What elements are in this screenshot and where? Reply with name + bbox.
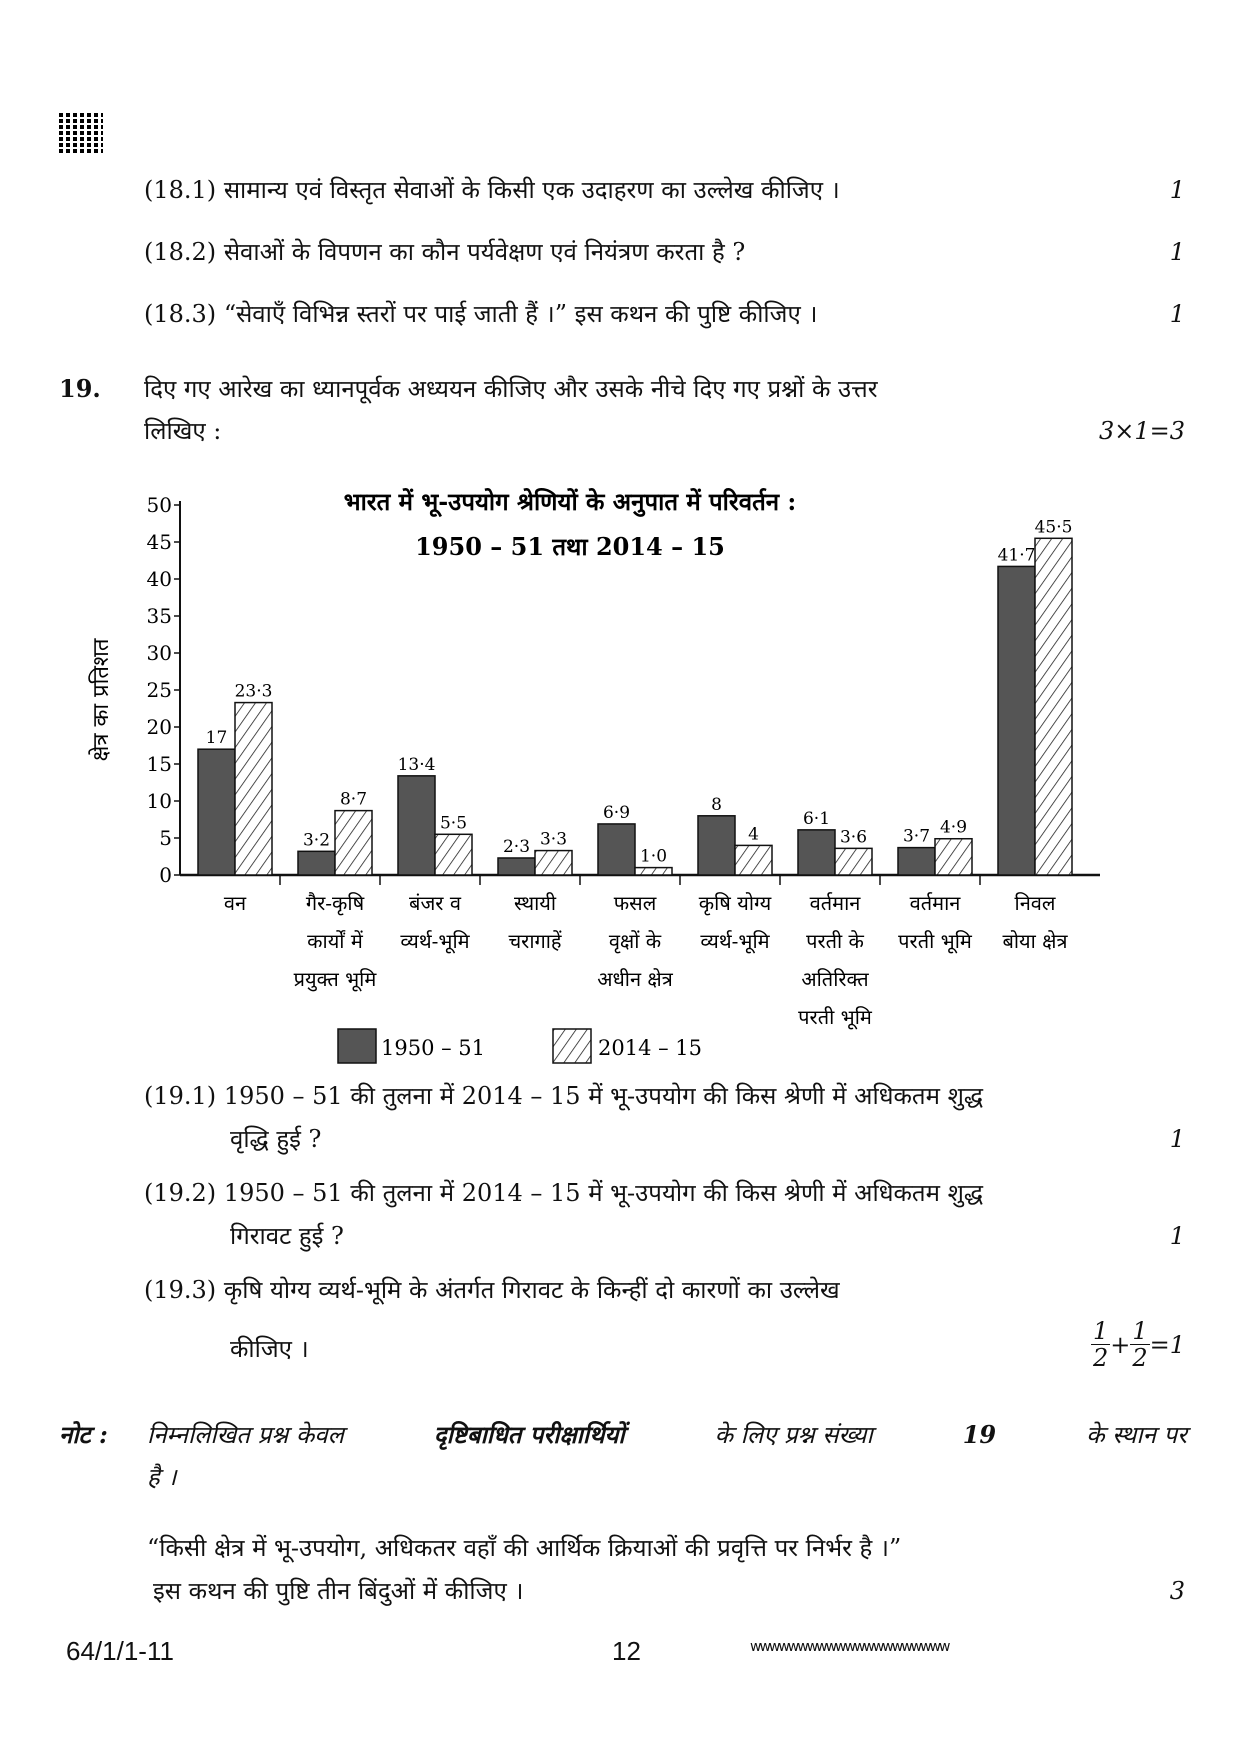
note-text-e: के स्थान पर	[1086, 1421, 1187, 1449]
q19-marks: 3×1=3	[1098, 417, 1185, 445]
frac-den: 2	[1092, 1344, 1109, 1373]
y-tick-label: 20	[146, 715, 172, 739]
category-label: स्थायी	[513, 891, 557, 915]
footer-code: 64/1/1-11	[66, 1636, 174, 1666]
q19-3-marks	[1091, 1318, 1185, 1372]
bar-1950-51	[698, 816, 735, 875]
bar-1950-51	[798, 830, 835, 875]
y-tick-label: 25	[146, 678, 172, 702]
bar-1950-51	[498, 858, 535, 875]
frac-den: 2	[1132, 1344, 1148, 1373]
category-label: व्यर्थ-भूमि	[700, 929, 770, 953]
data-label: 4·9	[939, 817, 968, 838]
category-label: बंजर व	[409, 891, 461, 915]
bar-1950-51	[898, 848, 935, 875]
y-tick-label: 10	[146, 789, 172, 813]
category-label: फसल	[613, 891, 657, 915]
q19-3	[144, 1278, 840, 1302]
category-label: वन	[223, 891, 247, 915]
frac-num: 1	[1132, 1317, 1148, 1345]
data-label: 3·3	[539, 829, 568, 850]
q18-3-num: (18.3)	[144, 300, 217, 328]
data-label: 2·3	[502, 836, 531, 857]
q19-2-marks: 1	[1169, 1222, 1185, 1250]
chart-subtitle: 1950 – 51 तथा 2014 – 15	[415, 532, 725, 561]
category-label: वृक्षों के	[608, 929, 662, 953]
category-label: वर्तमान	[909, 891, 961, 915]
note-quote-line2: इस कथन की पुष्टि तीन बिंदुओं में कीजिए ।	[153, 1577, 524, 1605]
q18-1-marks: 1	[1169, 176, 1185, 204]
category-label: निवल	[1014, 891, 1056, 915]
bar-1950-51	[998, 566, 1035, 875]
data-label: 17	[205, 728, 228, 749]
frac-eq: =1	[1149, 1330, 1185, 1359]
category-label: परती के	[806, 929, 864, 953]
category-label: परती भूमि	[898, 929, 972, 953]
category-label: गैर-कृषि	[305, 891, 365, 915]
q18-3-text: “सेवाएँ विभिन्न स्तरों पर पाई जाती हैं ।” इस कथन की पुष्टि कीजिए ।	[223, 300, 818, 328]
note-label: नोट :	[59, 1420, 108, 1449]
frac-num: 1	[1092, 1317, 1109, 1345]
bar-1950-51	[298, 851, 335, 875]
q18-1-num: (18.1)	[144, 176, 217, 204]
data-label: 3·2	[302, 830, 331, 851]
q18-2-text: सेवाओं के विपणन का कौन पर्यवेक्षण एवं नियंत्रण करता है ?	[223, 238, 746, 266]
y-tick-label: 15	[146, 752, 172, 776]
q19-1-line1: 1950 – 51 की तुलना में 2014 – 15 में भू-उपयोग की किस श्रेणी में अधिकतम शुद्ध	[223, 1082, 984, 1110]
category-label: व्यर्थ-भूमि	[400, 929, 470, 953]
q19-text-line1: दिए गए आरेख का ध्यानपूर्वक अध्ययन कीजिए और उसके नीचे दिए गए प्रश्नों के उत्तर	[144, 375, 878, 403]
y-tick-label: 5	[159, 826, 172, 850]
q19-2-num: (19.2)	[144, 1179, 217, 1207]
bar-2014-15	[835, 848, 872, 875]
legend-label-1950: 1950 – 51	[381, 1036, 486, 1060]
data-label: 1·0	[639, 846, 668, 867]
data-label: 8	[711, 794, 722, 815]
category-label: अधीन क्षेत्र	[597, 967, 673, 991]
bar-2014-15	[735, 845, 772, 875]
category-label: बोया क्षेत्र	[1002, 929, 1068, 953]
data-label: 6·1	[802, 808, 831, 829]
bar-2014-15	[535, 851, 572, 875]
data-label: 13·4	[397, 754, 436, 775]
q19-3-line1: कृषि योग्य व्यर्थ-भूमि के अंतर्गत गिरावट के किन्हीं दो कारणों का उल्लेख	[223, 1276, 840, 1304]
bar-2014-15	[335, 811, 372, 875]
q19-2-line1: 1950 – 51 की तुलना में 2014 – 15 में भू-उपयोग की किस श्रेणी में अधिकतम शुद्ध	[223, 1179, 984, 1207]
note-text-line2: है ।	[147, 1463, 177, 1491]
data-label: 3·6	[839, 827, 868, 848]
data-label: 45·5	[1034, 517, 1073, 538]
q18-1-text: सामान्य एवं विस्तृत सेवाओं के किसी एक उदाहरण का उल्लेख कीजिए ।	[223, 176, 840, 204]
y-tick-label: 45	[146, 530, 172, 554]
q18-2-marks: 1	[1169, 238, 1185, 266]
category-label: कार्यों में	[307, 929, 363, 953]
data-label: 6·9	[602, 802, 631, 823]
data-label: 41·7	[997, 545, 1036, 566]
chart-title: भारत में भू-उपयोग श्रेणियों के अनुपात में परिवर्तन :	[343, 487, 797, 516]
note-text-line1	[147, 1420, 1187, 1449]
category-label: चरागाहें	[508, 929, 562, 953]
bar-2014-15	[235, 703, 272, 875]
bar-1950-51	[598, 824, 635, 875]
footer-wavy-line: wwwwwwwwwwwwwwwwwwwww	[750, 1639, 949, 1655]
y-tick-label: 50	[146, 493, 172, 517]
q19-2	[144, 1181, 983, 1205]
bar-2014-15	[935, 839, 972, 875]
q18-3-marks: 1	[1169, 300, 1185, 328]
q19-number: 19.	[59, 374, 101, 403]
q19-3-num: (19.3)	[144, 1276, 217, 1304]
category-label: प्रयुक्त भूमि	[293, 967, 377, 991]
note-marks: 3	[1169, 1577, 1185, 1605]
legend-label-2014: 2014 – 15	[598, 1036, 703, 1060]
q19-1-marks: 1	[1169, 1125, 1185, 1153]
note-text-bold: दृष्टिबाधित परीक्षार्थियों	[433, 1420, 625, 1449]
q18-2-num: (18.2)	[144, 238, 217, 266]
legend-swatch-1950	[338, 1029, 376, 1063]
y-tick-label: 35	[146, 604, 172, 628]
q19-1-line2: वृद्धि हुई ?	[230, 1125, 322, 1153]
page-number: 12	[612, 1636, 641, 1666]
bar-2014-15	[635, 868, 672, 875]
legend	[338, 1029, 702, 1063]
data-label: 5·5	[439, 813, 468, 834]
q19-1-num: (19.1)	[144, 1082, 217, 1110]
frac-plus: +	[1110, 1330, 1131, 1359]
y-tick-label: 0	[159, 863, 172, 887]
note-text-a: निम्नलिखित प्रश्न केवल	[147, 1421, 344, 1449]
data-label: 3·7	[902, 826, 931, 847]
bar-2014-15	[435, 834, 472, 875]
category-label: कृषि योग्य	[698, 891, 772, 915]
data-label: 23·3	[234, 681, 273, 702]
category-label: परती भूमि	[798, 1005, 872, 1029]
y-axis-label: क्षेत्र का प्रतिशत	[89, 638, 114, 762]
category-label: वर्तमान	[809, 891, 861, 915]
q19-1	[144, 1084, 983, 1108]
bar-2014-15	[1035, 538, 1072, 875]
data-label: 4	[748, 824, 759, 845]
y-tick-label: 30	[146, 641, 172, 665]
bar-1950-51	[198, 749, 235, 875]
y-tick-label: 40	[146, 567, 172, 591]
note-quote-line1: “किसी क्षेत्र में भू-उपयोग, अधिकतर वहाँ की आर्थिक क्रियाओं की प्रवृत्ति पर निर्भर है ।”	[147, 1534, 902, 1562]
q19-3-line2: कीजिए ।	[230, 1335, 309, 1363]
legend-swatch-2014	[553, 1029, 591, 1063]
note-question-number: 19	[962, 1420, 997, 1449]
note-text-c: के लिए प्रश्न संख्या	[714, 1421, 873, 1449]
data-label: 8·7	[339, 789, 368, 810]
bar-1950-51	[398, 776, 435, 875]
q19-2-line2: गिरावट हुई ?	[230, 1222, 344, 1250]
q19-text-line2: लिखिए :	[144, 417, 222, 445]
category-label: अतिरिक्त	[801, 967, 869, 991]
